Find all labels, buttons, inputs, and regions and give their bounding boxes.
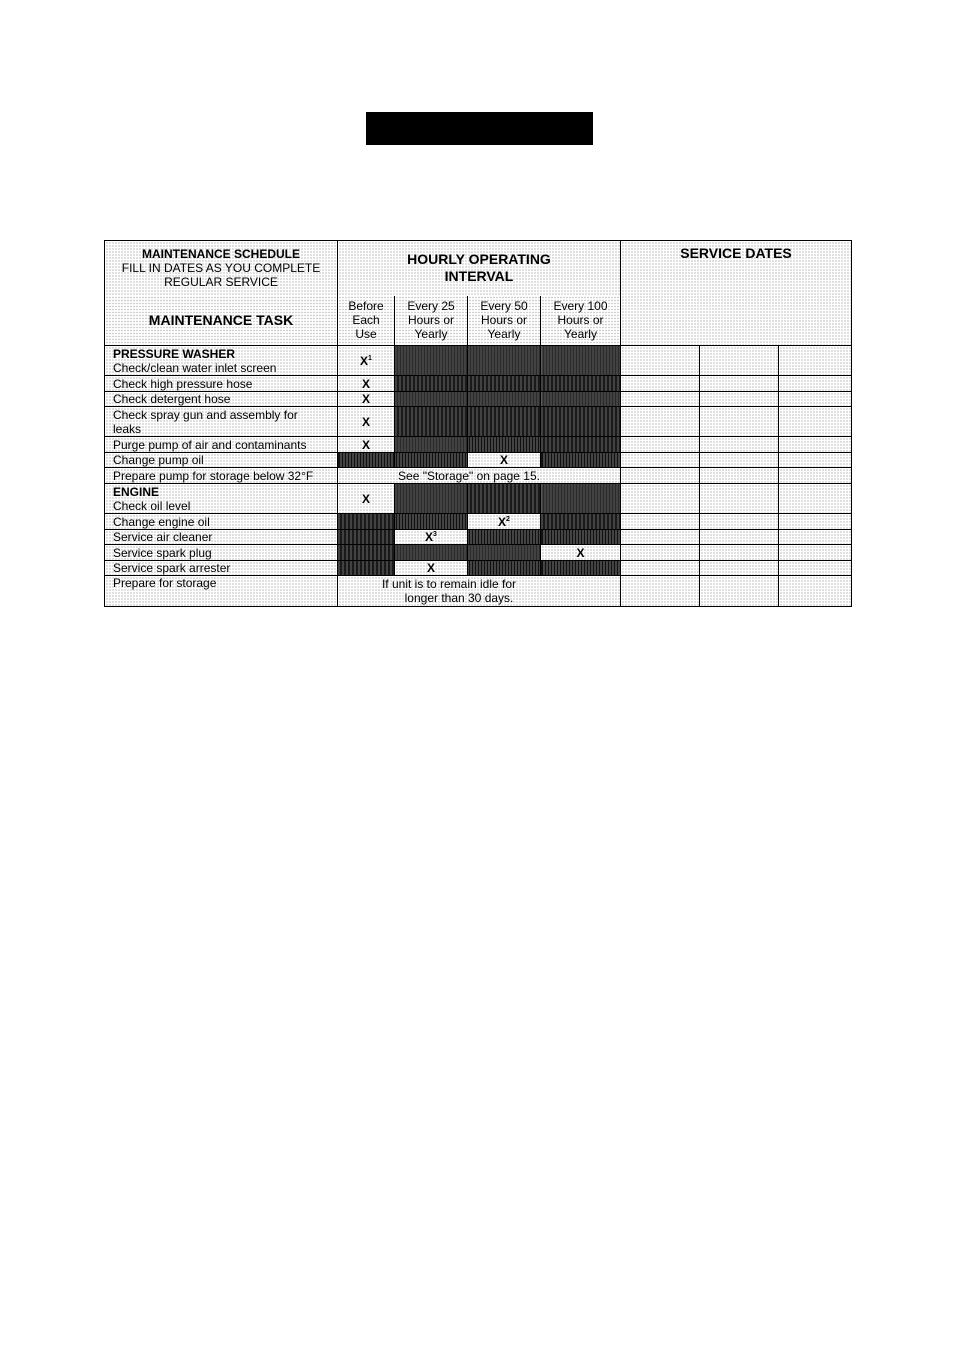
mark-before-use: X (338, 376, 395, 392)
interval-header-line1: HOURLY OPERATING (407, 251, 551, 268)
shaded-cell (468, 530, 541, 545)
task-change-pump-oil: Change pump oil (105, 453, 338, 468)
shaded-cell (468, 376, 541, 392)
shaded-cell (541, 530, 621, 545)
shaded-cell (395, 453, 468, 468)
service-date-cell[interactable] (621, 530, 700, 545)
service-date-cell[interactable] (700, 514, 779, 530)
service-date-cell[interactable] (700, 437, 779, 453)
service-date-cell[interactable] (621, 376, 700, 392)
service-date-cell[interactable] (779, 392, 852, 407)
shaded-cell (395, 514, 468, 530)
shaded-cell (468, 392, 541, 407)
task-prepare-pump-storage: Prepare pump for storage below 32°F (105, 468, 338, 484)
shaded-cell (395, 392, 468, 407)
shaded-cell (541, 437, 621, 453)
idle-note: If unit is to remain idle for longer than 30 days. (338, 576, 621, 607)
shaded-cell (541, 561, 621, 576)
col-header-before-use: Before Each Use (338, 296, 395, 346)
shaded-cell (395, 407, 468, 437)
table-row (105, 468, 852, 484)
service-date-cell[interactable] (700, 484, 779, 514)
col-header-100-hours: Every 100 Hours or Yearly (541, 296, 621, 346)
service-date-cell[interactable] (700, 468, 779, 484)
mark-before-use: X (338, 392, 395, 407)
task-check-inlet-screen: PRESSURE WASHER Check/clean water inlet screen (105, 346, 338, 376)
header-black-bar (366, 112, 593, 145)
mark-before-use: X (338, 484, 395, 514)
shaded-cell (468, 561, 541, 576)
task-check-hp-hose: Check high pressure hose (105, 376, 338, 392)
shaded-cell (541, 346, 621, 376)
col-header-50-hours: Every 50 Hours or Yearly (468, 296, 541, 346)
shaded-cell (468, 484, 541, 514)
shaded-cell (468, 407, 541, 437)
service-date-cell[interactable] (621, 407, 700, 437)
shaded-cell (395, 376, 468, 392)
table-row (105, 576, 852, 607)
shaded-cell (541, 407, 621, 437)
shaded-cell (541, 514, 621, 530)
shaded-cell (468, 437, 541, 453)
service-date-cell[interactable] (779, 453, 852, 468)
storage-note: See "Storage" on page 15. (338, 468, 621, 484)
service-date-cell[interactable] (621, 453, 700, 468)
shaded-cell (468, 545, 541, 561)
table-row (105, 514, 852, 530)
shaded-cell (395, 484, 468, 514)
table-row (105, 346, 852, 376)
table-row (105, 407, 852, 437)
task-service-spark-plug: Service spark plug (105, 545, 338, 561)
service-date-cell[interactable] (700, 576, 779, 607)
interval-header (338, 241, 621, 296)
service-date-cell[interactable] (621, 561, 700, 576)
mark-before-use: X (338, 437, 395, 453)
task-change-engine-oil: Change engine oil (105, 514, 338, 530)
task-purge-pump: Purge pump of air and contaminants (105, 437, 338, 453)
table-row (105, 453, 852, 468)
service-date-cell[interactable] (779, 484, 852, 514)
service-date-cell[interactable] (621, 437, 700, 453)
service-date-cell[interactable] (779, 561, 852, 576)
service-date-cell[interactable] (700, 346, 779, 376)
table-row (105, 392, 852, 407)
service-date-cell[interactable] (779, 437, 852, 453)
mark-100-hours: X (541, 545, 621, 561)
task-check-oil-level: ENGINE Check oil level (105, 484, 338, 514)
shaded-cell (338, 453, 395, 468)
mark-25-hours: $X^3$ (395, 530, 468, 545)
service-date-cell[interactable] (779, 407, 852, 437)
schedule-title (105, 241, 338, 296)
service-date-cell[interactable] (700, 545, 779, 561)
service-date-cell[interactable] (621, 346, 700, 376)
shaded-cell (541, 376, 621, 392)
shaded-cell (541, 453, 621, 468)
shaded-cell (338, 545, 395, 561)
table-row (105, 484, 852, 514)
service-date-cell[interactable] (779, 576, 852, 607)
task-service-air-cleaner: Service air cleaner (105, 530, 338, 545)
service-date-cell[interactable] (700, 392, 779, 407)
service-date-cell[interactable] (621, 484, 700, 514)
service-date-cell[interactable] (621, 576, 700, 607)
mark-50-hours: $X^2$ (468, 514, 541, 530)
shaded-cell (338, 514, 395, 530)
schedule-title-line3: REGULAR SERVICE (164, 275, 278, 290)
service-date-cell[interactable] (779, 514, 852, 530)
shaded-cell (338, 530, 395, 545)
mark-before-use: X (338, 407, 395, 437)
service-date-cell[interactable] (779, 468, 852, 484)
service-date-cell[interactable] (700, 376, 779, 392)
shaded-cell (541, 484, 621, 514)
service-dates-header: SERVICE DATES (621, 241, 852, 346)
col-header-25-hours: Every 25 Hours or Yearly (395, 296, 468, 346)
shaded-cell (395, 545, 468, 561)
service-date-cell[interactable] (700, 453, 779, 468)
service-date-cell[interactable] (779, 545, 852, 561)
task-prepare-for-storage: Prepare for storage (105, 576, 338, 607)
service-date-cell[interactable] (779, 346, 852, 376)
service-date-cell[interactable] (621, 545, 700, 561)
table-row (105, 376, 852, 392)
table-row (105, 437, 852, 453)
shaded-cell (338, 561, 395, 576)
task-check-detergent-hose: Check detergent hose (105, 392, 338, 407)
service-date-cell[interactable] (621, 514, 700, 530)
interval-header-line2: INTERVAL (444, 268, 514, 285)
task-check-spray-gun: Check spray gun and assembly for leaks (105, 407, 338, 437)
service-date-cell[interactable] (621, 468, 700, 484)
shaded-cell (395, 437, 468, 453)
maintenance-schedule-table (104, 240, 852, 607)
service-date-cell[interactable] (779, 376, 852, 392)
mark-50-hours: X (468, 453, 541, 468)
service-date-cell[interactable] (700, 530, 779, 545)
shaded-cell (395, 346, 468, 376)
service-date-cell[interactable] (700, 407, 779, 437)
service-date-cell[interactable] (700, 561, 779, 576)
schedule-title-line1: MAINTENANCE SCHEDULE (141, 247, 300, 262)
task-header: MAINTENANCE TASK (105, 296, 338, 346)
mark-25-hours: X (395, 561, 468, 576)
table-row (105, 545, 852, 561)
table-row (105, 530, 852, 545)
shaded-cell (468, 346, 541, 376)
task-service-spark-arrester: Service spark arrester (105, 561, 338, 576)
table-row (105, 561, 852, 576)
schedule-title-line2: FILL IN DATES AS YOU COMPLETE (121, 261, 321, 276)
mark-before-use: $X^1$ (338, 346, 395, 376)
service-date-cell[interactable] (621, 392, 700, 407)
service-date-cell[interactable] (779, 530, 852, 545)
shaded-cell (541, 392, 621, 407)
